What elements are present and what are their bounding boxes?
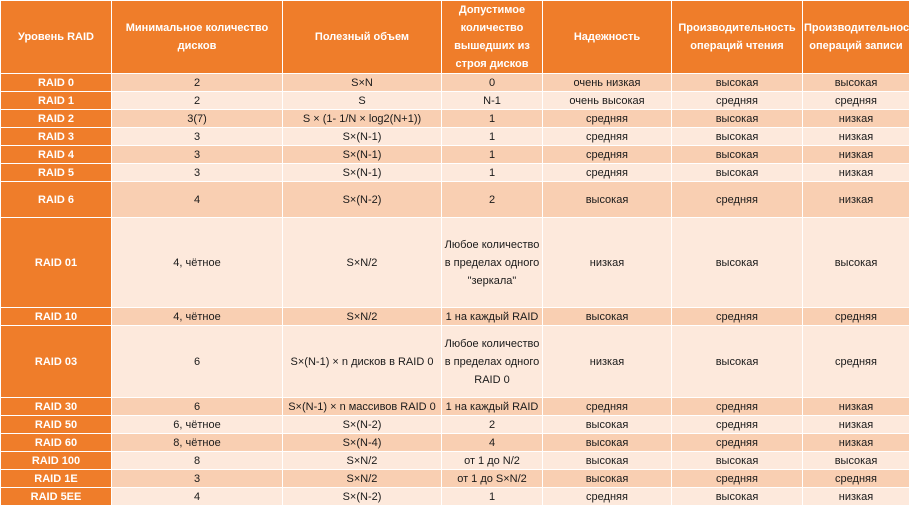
cell-min-disks: 2	[112, 74, 283, 92]
header-read-performance: Производительность операций чтения	[672, 1, 803, 74]
cell-usable-capacity: S×(N-2)	[283, 182, 442, 218]
cell-usable-capacity: S×(N-2)	[283, 416, 442, 434]
cell-reliability: средняя	[543, 164, 672, 182]
cell-write-performance: низкая	[803, 182, 910, 218]
cell-raid-level: RAID 30	[1, 398, 112, 416]
cell-usable-capacity: S×(N-4)	[283, 434, 442, 452]
cell-read-performance: средняя	[672, 92, 803, 110]
cell-write-performance: низкая	[803, 110, 910, 128]
cell-write-performance: низкая	[803, 146, 910, 164]
table-row	[1, 416, 910, 434]
cell-raid-level: RAID 100	[1, 452, 112, 470]
cell-write-performance: низкая	[803, 434, 910, 452]
cell-read-performance: высокая	[672, 110, 803, 128]
cell-read-performance: средняя	[672, 182, 803, 218]
cell-reliability: высокая	[543, 452, 672, 470]
cell-reliability: средняя	[543, 488, 672, 506]
table-row	[1, 110, 910, 128]
table-row	[1, 452, 910, 470]
cell-read-performance: высокая	[672, 326, 803, 398]
table-row	[1, 128, 910, 146]
cell-raid-level: RAID 2	[1, 110, 112, 128]
cell-raid-level: RAID 50	[1, 416, 112, 434]
cell-min-disks: 3	[112, 146, 283, 164]
table-row	[1, 92, 910, 110]
cell-reliability: высокая	[543, 416, 672, 434]
cell-usable-capacity: S × (1- 1/N × log2(N+1))	[283, 110, 442, 128]
header-raid-level: Уровень RAID	[1, 1, 112, 74]
cell-raid-level: RAID 0	[1, 74, 112, 92]
header-fault-tolerance: Допустимое количество вышедших из строя дисков	[442, 1, 543, 74]
table-header	[1, 1, 921, 74]
cell-write-performance: низкая	[803, 398, 910, 416]
cell-read-performance: высокая	[672, 218, 803, 308]
table-row	[1, 398, 910, 416]
cell-reliability: высокая	[543, 470, 672, 488]
table-row	[1, 74, 910, 92]
table-row	[1, 326, 910, 398]
cell-reliability: очень низкая	[543, 74, 672, 92]
cell-raid-level: RAID 03	[1, 326, 112, 398]
cell-reliability: очень высокая	[543, 92, 672, 110]
cell-raid-level: RAID 3	[1, 128, 112, 146]
cell-write-performance: средняя	[803, 470, 910, 488]
cell-usable-capacity: S×(N-1)	[283, 128, 442, 146]
cell-fault-tolerance: от 1 до S×N/2	[442, 470, 543, 488]
cell-write-performance: средняя	[803, 92, 910, 110]
cell-write-performance: низкая	[803, 488, 910, 506]
cell-raid-level: RAID 01	[1, 218, 112, 308]
cell-write-performance: высокая	[803, 452, 910, 470]
cell-read-performance: высокая	[672, 146, 803, 164]
cell-reliability: высокая	[543, 308, 672, 326]
cell-write-performance: высокая	[803, 218, 910, 308]
cell-raid-level: RAID 5EE	[1, 488, 112, 506]
cell-fault-tolerance: 4	[442, 434, 543, 452]
cell-usable-capacity: S×N	[283, 74, 442, 92]
cell-read-performance: высокая	[672, 74, 803, 92]
table-row	[1, 434, 910, 452]
header-write-performance: Производительность операций записи	[803, 1, 910, 74]
header-row	[1, 1, 910, 74]
table-row	[1, 308, 910, 326]
cell-read-performance: средняя	[672, 398, 803, 416]
cell-fault-tolerance: 1	[442, 128, 543, 146]
cell-min-disks: 3	[112, 164, 283, 182]
cell-fault-tolerance: 1	[442, 164, 543, 182]
cell-raid-level: RAID 4	[1, 146, 112, 164]
cell-raid-level: RAID 10	[1, 308, 112, 326]
cell-min-disks: 8	[112, 452, 283, 470]
cell-min-disks: 3	[112, 470, 283, 488]
cell-reliability: высокая	[543, 434, 672, 452]
cell-reliability: высокая	[543, 182, 672, 218]
cell-fault-tolerance: 0	[442, 74, 543, 92]
cell-raid-level: RAID 60	[1, 434, 112, 452]
cell-usable-capacity: S×N/2	[283, 308, 442, 326]
cell-min-disks: 8, чётное	[112, 434, 283, 452]
cell-min-disks: 6	[112, 326, 283, 398]
cell-fault-tolerance: 1	[442, 488, 543, 506]
header-usable-capacity: Полезный объем	[283, 1, 442, 74]
cell-reliability: средняя	[543, 128, 672, 146]
cell-read-performance: высокая	[672, 452, 803, 470]
cell-raid-level: RAID 1E	[1, 470, 112, 488]
cell-read-performance: средняя	[672, 434, 803, 452]
cell-read-performance: высокая	[672, 488, 803, 506]
cell-fault-tolerance: Любое количество в пределах одного RAID 0	[442, 326, 543, 398]
cell-write-performance: низкая	[803, 416, 910, 434]
cell-raid-level: RAID 1	[1, 92, 112, 110]
header-min-disks: Минимальное количество дисков	[112, 1, 283, 74]
cell-reliability: низкая	[543, 218, 672, 308]
cell-min-disks: 4, чётное	[112, 308, 283, 326]
table-row	[1, 164, 910, 182]
cell-reliability: средняя	[543, 110, 672, 128]
cell-usable-capacity: S×N/2	[283, 470, 442, 488]
cell-usable-capacity: S×N/2	[283, 452, 442, 470]
cell-read-performance: высокая	[672, 128, 803, 146]
cell-fault-tolerance: 1 на каждый RAID	[442, 398, 543, 416]
cell-usable-capacity: S×(N-2)	[283, 488, 442, 506]
cell-read-performance: высокая	[672, 164, 803, 182]
cell-fault-tolerance: 2	[442, 416, 543, 434]
cell-fault-tolerance: Любое количество в пределах одного "зеркала"	[442, 218, 543, 308]
cell-raid-level: RAID 6	[1, 182, 112, 218]
cell-fault-tolerance: 1 на каждый RAID	[442, 308, 543, 326]
table-row	[1, 146, 910, 164]
cell-read-performance: средняя	[672, 416, 803, 434]
cell-reliability: средняя	[543, 146, 672, 164]
cell-min-disks: 4	[112, 182, 283, 218]
cell-fault-tolerance: от 1 до N/2	[442, 452, 543, 470]
table-body	[1, 74, 910, 506]
table-row	[1, 470, 910, 488]
cell-usable-capacity: S×(N-1)	[283, 164, 442, 182]
cell-reliability: низкая	[543, 326, 672, 398]
cell-usable-capacity: S×(N-1) × n массивов RAID 0	[283, 398, 442, 416]
cell-min-disks: 6, чётное	[112, 416, 283, 434]
cell-min-disks: 4, чётное	[112, 218, 283, 308]
cell-min-disks: 3(7)	[112, 110, 283, 128]
cell-min-disks: 3	[112, 128, 283, 146]
cell-usable-capacity: S×N/2	[283, 218, 442, 308]
cell-fault-tolerance: N-1	[442, 92, 543, 110]
cell-fault-tolerance: 2	[442, 182, 543, 218]
table-row	[1, 182, 910, 218]
cell-reliability: средняя	[543, 398, 672, 416]
cell-min-disks: 6	[112, 398, 283, 416]
cell-usable-capacity: S×(N-1) × n дисков в RAID 0	[283, 326, 442, 398]
cell-usable-capacity: S×(N-1)	[283, 146, 442, 164]
cell-write-performance: низкая	[803, 128, 910, 146]
header-reliability: Надежность	[543, 1, 672, 74]
cell-read-performance: средняя	[672, 470, 803, 488]
cell-write-performance: высокая	[803, 74, 910, 92]
cell-raid-level: RAID 5	[1, 164, 112, 182]
cell-write-performance: средняя	[803, 326, 910, 398]
cell-write-performance: низкая	[803, 164, 910, 182]
cell-fault-tolerance: 1	[442, 110, 543, 128]
cell-write-performance: средняя	[803, 308, 910, 326]
cell-read-performance: средняя	[672, 308, 803, 326]
table-row	[1, 218, 910, 308]
cell-min-disks: 4	[112, 488, 283, 506]
cell-fault-tolerance: 1	[442, 146, 543, 164]
cell-min-disks: 2	[112, 92, 283, 110]
cell-usable-capacity: S	[283, 92, 442, 110]
table-row	[1, 488, 910, 506]
